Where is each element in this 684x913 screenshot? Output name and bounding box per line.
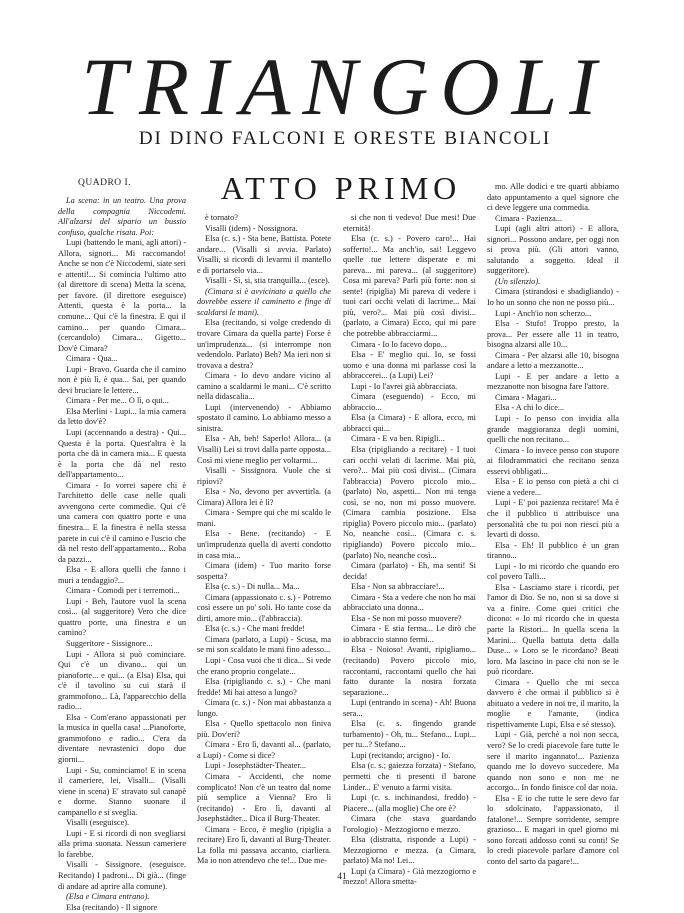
- dialogue-paragraph: Elsa (c. s.) - Sta bene, Battista. Potete andare... (Visalli si avvia. Parlato) Visalli, si ricordi di levarmi il mantello e di portarselo via...: [197, 234, 331, 275]
- dialogue-paragraph: Elsa - A chi lo dice...: [495, 403, 565, 413]
- dialogue-paragraph: Lupi - Allora si può cominciare. Qui c'è un divano... qui un pianoforte... e qui... (a Elsa) Elsa, qui c'è il tavolino su cui starà il grammofono... Là, l'apparecchio della radio...: [58, 649, 186, 712]
- dialogue-paragraph: Cimara - Sempre qui che mi scaldo le mani.: [197, 508, 331, 528]
- act-heading: ATTO PRIMO: [220, 170, 462, 206]
- dialogue-paragraph: Lupi (recitando; arcigno) - Io.: [351, 750, 451, 760]
- dialogue-paragraph: Lupi - E' poi pazienza recitare! Ma è che il pubblico ti attribuisce una personalità che tu poi non riesci più a levarti di dosso.: [487, 498, 619, 540]
- dialogue-paragraph: si che non ti vedevo! Due mesi! Due eternità!: [343, 213, 476, 233]
- text-column-4: [487, 182, 619, 864]
- dialogue-paragraph: Lupi - Io penso con invidia alla grande maggioranza degli uomini, quelli che non recitano...: [487, 414, 619, 445]
- dialogue-paragraph: Elsa (ripigliando a recitare) - I tuoi cari occhi velati di lacrime. Mai più, vero?... Mai più così divisi... (Cimara l'abbraccia) Povero piccolo mio... (parlato) No, aspetti... Non mi tenga così, se no, non mi posso muovere. (Cimara cambia posizione. Elsa ripiglia) Povero piccolo mio... (parlato) No, neanche così... (Cimara c. s. ripigliando) Povero piccolo mio... (parlato) No, neanche così...: [343, 445, 476, 560]
- dialogue-paragraph: (Elsa e Cimara entrano).: [66, 892, 150, 902]
- dialogue-paragraph: Cimara (eseguendo) - Ecco, mi abbraccio...: [343, 392, 476, 412]
- dialogue-paragraph: Lupi (accennando a destra) - Qui... Questa è la porta. Quest'altra è la porta che dà in camera mia... E questa è la porta che dà nel resto dell'appartamento...: [58, 428, 186, 480]
- dialogue-paragraph: (Un silenzio).: [495, 276, 541, 286]
- dialogue-paragraph: Cimara - Quello che mi secca davvero è che ormai il pubblico si è abituato a vedere in noi tre, il marito, la moglie e l'amante, (indica rispettivamente Lupi, Elsa e sé stesso).: [487, 677, 619, 729]
- dialogue-paragraph: Cimara - E stia ferma... Le dirò che io abbraccio stanno fermi...: [343, 624, 476, 644]
- dialogue-paragraph: Lupi (intervenendo) - Abbiamo spostato il camino. Lo abbiamo messo a sinistra.: [197, 402, 331, 433]
- dialogue-paragraph: Elsa (recitando, si volge credendo di trovare Cimara da quella parte) Forse è un'imprudenza... (si interrompe non vedendolo. Parlato) Beh? Ma ieri non si trovava a destra?: [197, 318, 331, 370]
- dialogue-paragraph: Lupi (agli altri attori) - E allora, signori... Possono andare, per oggi non si prova più. (Gli attori vanno, salutando a soggetto. Ideal il suggeritore).: [487, 224, 619, 276]
- dialogue-paragraph: Cimara - Comodi per i terremoti...: [66, 586, 180, 596]
- dialogue-paragraph: Lupi - Bravo. Guarda che il camino non è più lì, è qua... Sai, per quando devi bruciare le lettere...: [58, 364, 186, 395]
- dialogue-paragraph: Cimara - Qua...: [66, 354, 118, 364]
- dialogue-paragraph: Elsa - Stufo! Troppo presto, la prova... Per essere alle 11 in teatro, bisogna alzarsi alle 10...: [487, 319, 619, 350]
- dialogue-paragraph: Elsa - Eh! Il pubblico è un gran tiranno...: [487, 540, 619, 561]
- dialogue-paragraph: è tornato?: [205, 213, 238, 222]
- dialogue-paragraph: Cimara (parlato, a Lupi) - Scusa, ma se mi son scaldato le mani fino adesso...: [197, 634, 331, 655]
- dialogue-paragraph: Visalli - Sissignora. Vuole che si ripiovi?: [197, 466, 331, 486]
- authors-line: DI DINO FALCONI E ORESTE BIANCOLI: [138, 128, 552, 149]
- dialogue-paragraph: Elsa - Non sa abbracciare!...: [351, 582, 445, 592]
- dialogue-paragraph: Lupi - Io l'avrei già abbracciata.: [351, 381, 458, 391]
- text-column-2: [197, 213, 331, 864]
- dialogue-paragraph: Elsa - Bene. (recitando) - E un'imprudenza quella di averti condotto in casa mia...: [197, 529, 331, 560]
- dialogue-paragraph: Cimara (parlato) - Eh, ma senti! Si decida!: [343, 561, 476, 581]
- dialogue-paragraph: Elsa (c. s.) - Che mani fredde!: [205, 624, 305, 634]
- dialogue-paragraph: Elsa (ripigliando c. s.) - Che mani fredde! Mi hai atteso a lungo?: [197, 677, 331, 697]
- dialogue-paragraph: Cimara - Per me... O lì, o qui...: [66, 396, 169, 406]
- dialogue-paragraph: La scena: in un teatro. Una prova della compagnia Niccodemi. All'alzarsi del sipario un bussio confuso, qualche risata. Poi:: [58, 196, 186, 237]
- dialogue-paragraph: Cimara (idem) - Tuo marito forse sospetta?: [197, 561, 331, 581]
- dialogue-paragraph: Elsa (c. s.) - Di nulla... Ma...: [205, 582, 300, 592]
- dialogue-paragraph: Lupi - E si ricordi di non svegliarsi alla prima suonata. Nessun cameriere lo farebbe.: [58, 828, 186, 859]
- dialogue-paragraph: Cimara (appassionato c. s.) - Potremo così essere un po' soli. Ho tante cose da dirti, amore mio... (l'abbraccia).: [197, 592, 331, 623]
- dialogue-paragraph: Elsa (c. s.; gaiezza forzata) - Stefano, permetti che ti presenti il barone Linder... E' venuto a farmi visita.: [343, 761, 476, 792]
- play-title: TRIANGOLI: [81, 41, 609, 132]
- page-number: 41: [337, 872, 347, 882]
- dialogue-paragraph: Cimara (stirandosi e sbadigliando) - Io ho un sonno che non ne posso più...: [487, 287, 619, 308]
- dialogue-paragraph: Suggeritore - Sissignore...: [66, 638, 153, 648]
- dialogue-paragraph: Lupi - Già, perchè a noi non secca, vero? Se lo credi piacevole fare tutte le sere il marito ingannato!... Pazienza quando me lo dovevo succedere. Ma quando non sono e non me ne accorgo... In fondo finisce col dar noia.: [487, 730, 619, 793]
- text-column-1: [58, 196, 186, 912]
- dialogue-paragraph: Elsa - Ah, beh! Saperlo! Allora... (a Visalli) Lei si trovi dalla parte opposta... Così mi viene meglio per voltarmi...: [197, 434, 331, 465]
- dialogue-paragraph: Elsa - Quello spettacolo non finiva più. Dov'eri?: [197, 719, 331, 739]
- dialogue-paragraph: Visalli - Sì, si, stia tranquilla... (esce).: [205, 276, 330, 286]
- dialogue-paragraph: (Cimara si è avvicinato a quello che dovrebbe essere il caminetto e finge di scaldarsi le mani).: [197, 286, 331, 317]
- dialogue-paragraph: Cimara - Io devo andare vicino al camino a scaldarmi le mani... C'è scritto nella didascalia...: [197, 371, 331, 402]
- dialogue-paragraph: Lupi - Beh, l'autore vuol la scena così... (al suggeritore) Vero che dice quattro porte, una finestra e un camino?: [58, 596, 186, 638]
- dialogue-paragraph: Lupi - Cosa vuoi che ti dica... Si vede che erano proprio congelate...: [197, 655, 331, 676]
- dialogue-paragraph: Elsa (c. s. fingendo grande turbamento) - Oh, tu... Stefano... Lupi... per tu...? Stefano...: [343, 719, 476, 750]
- dialogue-paragraph: Cimara - E va ben. Ripigli...: [351, 434, 445, 444]
- dialogue-paragraph: Lupi - Io mi ricordo che quando ero col povero Talli...: [487, 561, 619, 582]
- text-column-3: [343, 213, 476, 887]
- dialogue-paragraph: Lupi (c. s. inchinandosi, freddo) - Piacere... (alla moglie) Che ore è?: [343, 793, 476, 813]
- dialogue-paragraph: Elsa - Se non mi posso muovere?: [351, 613, 462, 623]
- dialogue-paragraph: Elsa - Noioso! Avanti, ripigliamo... (recitando) Povero piccolo mio, raccontami, raccontami quello che hai fatto durante la nostra forzata separazione...: [343, 645, 476, 697]
- dialogue-paragraph: Cimara - Ero lì, davanti al... (parlato, a Lupi) - Come si dice?: [197, 740, 331, 760]
- dialogue-paragraph: Elsa - No, devono per avvertirla. (a Cimara) Allora lei è lì?: [197, 487, 331, 507]
- dialogue-paragraph: Lupi - Su, cominciamo! E in scena il cameriere, lei, Visalli... (Visalli viene in scena) E' stravato sul canapè e dorme. Stanno suonare il campanello e si sveglia.: [58, 765, 186, 817]
- dialogue-paragraph: Cimara - Accidenti, che nome complicato! Non c'è un teatro dal nome più semplice a Vienna? Ero lì (recitando) - Ero lì, davanti al Josephstädter... Dica il Burg-Theater.: [197, 771, 331, 824]
- dialogue-paragraph: Elsa - E io penso con pietà a chi ci viene a vedere...: [487, 477, 619, 497]
- dialogue-paragraph: Cimara - Pazienza...: [495, 213, 563, 223]
- dialogue-paragraph: Lupi (a Cimara) - Già mezzogiorno e mezzo! Allora smetta-: [343, 866, 476, 887]
- dialogue-paragraph: Elsa - E' meglio qui. Io, se fossi uomo e una donna mi parlasse così la abbraccerei... (a Lupi) Lei?: [343, 350, 476, 381]
- dialogue-paragraph: Cimara (c. s.) - Non mai abbastanza a lungo.: [197, 698, 331, 718]
- dialogue-paragraph: Visalli (idem) - Nossignora.: [205, 223, 298, 233]
- dialogue-paragraph: Elsa (c. s.) - Povero caro!... Hai sofferto!... Ma anch'io, sai! Leggevo quelle tue lettere disperate e mi pareva... mi pareva... (al suggeritore) Cosa mi pareva? Parli più forte: non si sente! (ripiglia) Mi pareva di vedere i tuoi cari occhi velati di lacrime... Mai più, vero?... Mai più così divisi... (parlato, a Cimara) Ecco, qui mi pare che potrebbe abbracciarmi...: [343, 234, 476, 339]
- dialogue-paragraph: Elsa (a Cimara) - E allora, ecco, mi abbracci qui...: [343, 413, 476, 433]
- dialogue-paragraph: Elsa (distratta, risponde a Lupi) - Mezzogiorno e mezza. (a Cimara, parlato) Ma no! Lei...: [343, 835, 476, 866]
- dialogue-paragraph: Elsa Merlini - Lupi... la mia camera da letto dov'è?: [58, 406, 186, 427]
- scene-number: QUADRO I.: [78, 178, 132, 188]
- dialogue-paragraph: Cimara - Ecco, è meglio (ripiglia a recitare) Ero lì, davanti al Burg-Theater. La folla mi passava accanto, ciarliera. Ma io non attendevo che te!... Due me-: [197, 824, 331, 866]
- dialogue-paragraph: Cimara - Magari...: [495, 392, 557, 402]
- dialogue-paragraph: Lupi - Anch'io non scherzo...: [495, 308, 592, 318]
- dialogue-paragraph: Cimara - Per alzarsi alle 10, bisogna andare a letto a mezzanotte...: [487, 350, 619, 371]
- dialogue-paragraph: Cimara - Io vorrei sapere chi è l'architetto delle case nelle quali avvengono certe commedie. Qui c'è una camera con quattro porte e una finestra... E la finestra è nella stessa parete in cui c'è il camino e l'uscio che dà nel resto dell'appartamento... Roba da pazzi...: [58, 480, 186, 564]
- dialogue-paragraph: Lupi - Josephstädter-Theater...: [205, 761, 306, 771]
- dialogue-paragraph: Lupi (battendo le mani, agli attori) - Allora, signori... Mi raccomando! Anche se non c'è Niccodemi, siate seri e attenti!... Si comincia l'ultimo atto (al direttore di scena) Metta la scena, per favore. (il direttore eseguisce) Attenti, questa è la porta... la comune... Qui c'è la finestra. E qui il camino... per quando Cimara... (cercandolo) Cimara... Gigetto... Dov'è Cimara?: [58, 238, 186, 353]
- dialogue-paragraph: Cimara - Io invece penso con stupore ai filodrammatici che recitano senza esservi obbligati...: [487, 445, 619, 476]
- dialogue-paragraph: Elsa - Lasciamo stare i ricordi, per l'amor di Dio. Se no, non si sa dove si va a finire. Come quei critici che dicono: « Io mi ricordo che in questa parte la Ristori... In quella scena la Marini... Quella battuta detta dalla Duse... » Loro se le ricordano? Beati loro. Ma lascino in pace chi non se le può ricordare.: [487, 582, 619, 677]
- dialogue-paragraph: Elsa - E allora quelli che fanno i muri a tendaggio?...: [58, 565, 186, 585]
- dialogue-paragraph: Cimara - Io lo facevo dopo...: [351, 339, 447, 349]
- dialogue-paragraph: Visalli (eseguisce).: [66, 818, 130, 828]
- dialogue-paragraph: Cimara - Sta a vedere che non ho mai abbracciato una donna...: [343, 592, 476, 613]
- dialogue-paragraph: Lupi - E per andare a letto a mezzanotte non bisogna fare l'attore.: [487, 371, 619, 392]
- dialogue-paragraph: Elsa - E io che tutte le sere devo far lo sdolcinato, l'appassionato, il fatalone!... Sempre sorridente, sempre grazioso... E magari in quel giorno mi sono forcati addosso conti su conti! Se lo credi piacevole parlare d'amore col conto del sarto da pagare!...: [487, 793, 619, 866]
- dialogue-paragraph: mo. Alle dodici e tre quarti abbiamo dato appuntamento a quel signore che ci deve leggere una commedia.: [487, 182, 619, 213]
- dialogue-paragraph: Cimara (che stava guardando l'orologio) - Mezzogiorno e mezzo.: [343, 814, 476, 834]
- dialogue-paragraph: Elsa (recitando) - Il signore: [66, 902, 158, 912]
- dialogue-paragraph: Lupi (entrando in scena) - Ah! Buona sera...: [343, 698, 476, 718]
- dialogue-paragraph: Visalli - Sissignore. (eseguisce. Recitando) I padroni... Di già... (finge di andare ad aprire alla comune).: [58, 860, 186, 891]
- dialogue-paragraph: Elsa - Com'erano appassionati per la musica in quella casa! ...Pianoforte, grammofono e radio... C'era da diventare nevrastenici dopo due giorni...: [58, 712, 186, 764]
